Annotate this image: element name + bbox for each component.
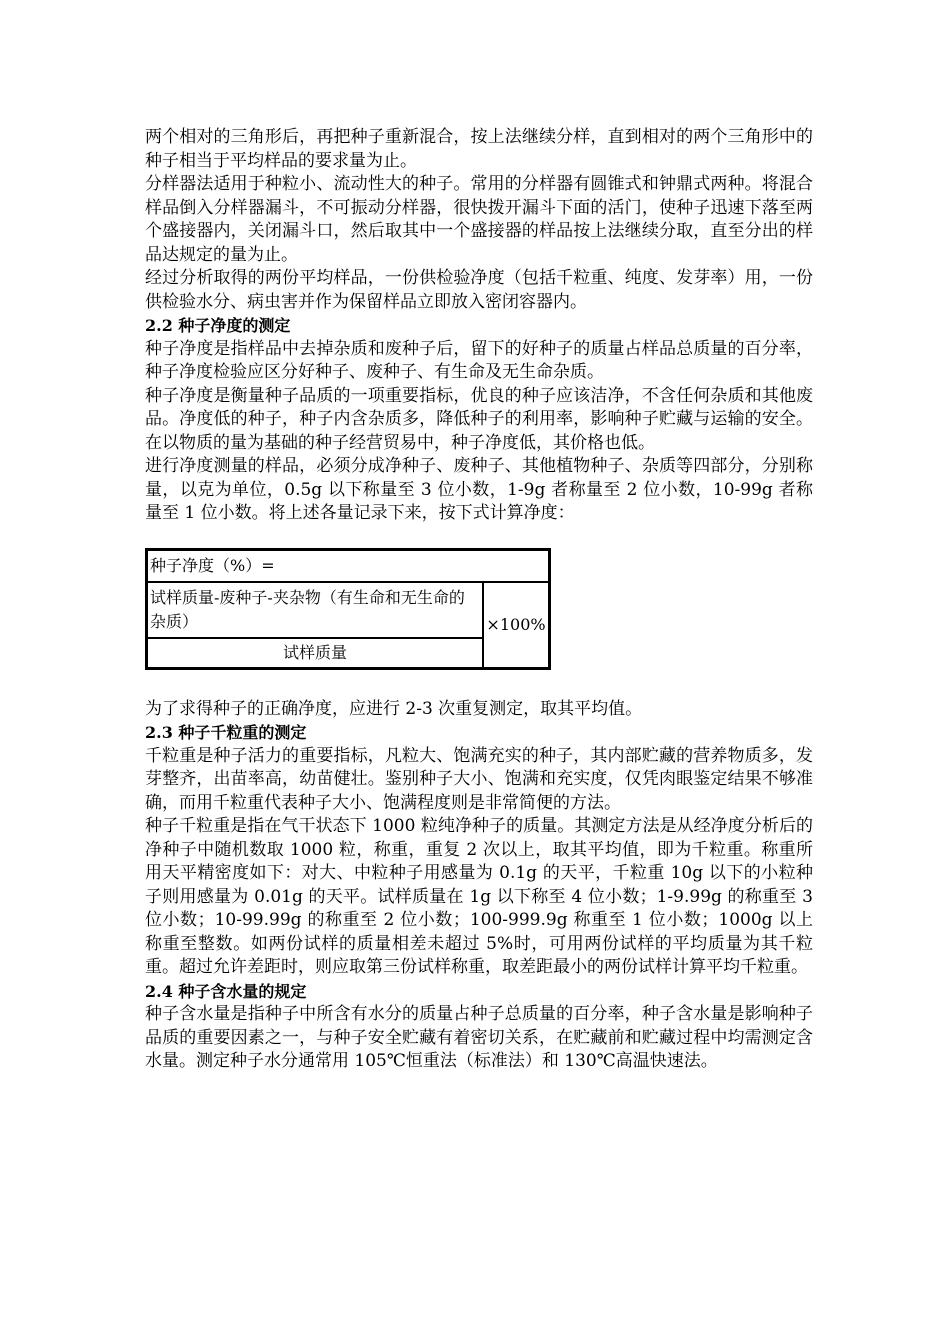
paragraph-purity-definition: 种子净度是指样品中去掉杂质和废种子后，留下的好种子的质量占样品总质量的百分率，种子净度检验应区分好种子、废种子、有生命及无生命杂质。	[145, 338, 813, 382]
formula-numerator: 试样质量-废种子-夹杂物（有生命和无生命的杂质）	[147, 582, 483, 638]
paragraph-thousand-seed-method: 种子千粒重是指在气干状态下 1000 粒纯净种子的质量。其测定方法是从经净度分析后的净种子中随机数取 1000 粒，称重，重复 2 次以上，取其平均值，即为千粒重。称重所用天平精密度如下：对大、中粒种子用感量为 0.1g 的天平，千粒重 10g 以下的小粒种子则用感量为 0.01g 的天平。试样质量在 1g 以下称至 4 位小数；1-9.99g 的称重至 3 位小数；10-99.99g 的称重至 2 位小数；100-999.9g 称重至 1 位小数；1000g 以上称重至整数。如两份试样的质量相差未超过 5%时，可用两份试样的平均质量为其千粒重。超过允许差距时，则应取第三份试样称重，取差距最小的两份试样计算平均千粒重。	[145, 816, 813, 977]
document-page	[145, 126, 813, 1074]
purity-formula	[145, 548, 551, 670]
paragraph-divider-method: 分样器法适用于种粒小、流动性大的种子。常用的分样器有圆锥式和钟鼎式两种。将混合样品倒入分样器漏斗，不可振动分样器，很快拨开漏斗下面的活门，使种子迅速下落至两个盛接器内，关闭漏斗口，然后取其中一个盛接器的样品按上法继续分取，直至分出的样品达规定的量为止。	[145, 174, 813, 265]
paragraph-sample-usage: 经过分析取得的两份平均样品，一份供检验净度（包括千粒重、纯度、发芽率）用，一份供检验水分、病虫害并作为保留样品立即放入密闭容器内。	[145, 268, 813, 312]
paragraph-thousand-seed-importance: 千粒重是种子活力的重要指标，凡粒大、饱满充实的种子，其内部贮藏的营养物质多，发芽整齐，出苗率高，幼苗健壮。鉴别种子大小、饱满和充实度，仅凭肉眼鉴定结果不够准确，而用千粒重代表种子大小、饱满程度则是非常简便的方法。	[145, 745, 813, 813]
heading-2-2: 2.2 种子净度的测定	[145, 316, 291, 335]
paragraph-purity-procedure: 进行净度测量的样品，必须分成净种子、废种子、其他植物种子、杂质等四部分，分别称量，以克为单位，0.5g 以下称量至 3 位小数，1-9g 者称量至 2 位小数，10-99g 者称量至 1 位小数。将上述各量记录下来，按下式计算净度：	[145, 456, 813, 523]
heading-2-4: 2.4 种子含水量的规定	[145, 981, 307, 1001]
formula-multiplier: ×100%	[483, 582, 549, 668]
formula-table	[145, 548, 551, 670]
paragraph-triangle-method: 两个相对的三角形后，再把种子重新混合，按上法继续分样，直到相对的两个三角形中的种子相当于平均样品的要求量为止。	[145, 127, 813, 171]
paragraph-purity-importance: 种子净度是衡量种子品质的一项重要指标，优良的种子应该洁净，不含任何杂质和其他废品。净度低的种子，种子内含杂质多，降低种子的利用率，影响种子贮藏与运输的安全。在以物质的量为基础的种子经营贸易中，种子净度低，其价格也低。	[145, 385, 813, 453]
formula-lhs: 种子净度（%）=	[147, 550, 549, 582]
paragraph-moisture-content: 种子含水量是指种子中所含有水分的质量占种子总质量的百分率，种子含水量是影响种子品质的重要因素之一，与种子安全贮藏有着密切关系，在贮藏前和贮藏过程中均需测定含水量。测定种子水分通常用 105℃恒重法（标准法）和 130℃高温快速法。	[145, 1004, 813, 1071]
formula-denominator: 试样质量	[147, 638, 483, 668]
heading-2-3: 2.3 种子千粒重的测定	[145, 723, 307, 742]
paragraph-repeat-measurement: 为了求得种子的正确净度，应进行 2-3 次重复测定，取其平均值。	[145, 698, 643, 719]
